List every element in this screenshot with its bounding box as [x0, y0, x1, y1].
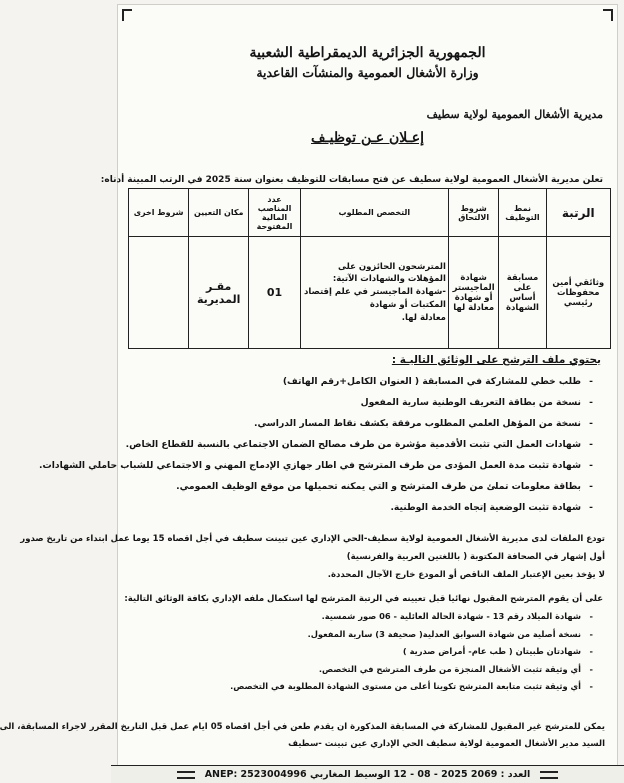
positions-table — [128, 188, 611, 349]
col-posts-count: عدد المناصب المالية المفتوحة — [249, 189, 301, 237]
list-item: - طلب خطي للمشاركة في المسابقة ( العنوان الكامل+رقم الهاتف) — [130, 371, 593, 392]
specialty-line: المترشحون الحائزون على المؤهلات والشهادات الآتية: — [332, 261, 446, 285]
ministry-header: وزارة الأشغال العمومية والمنشآت القاعدية — [256, 65, 479, 80]
list-item: - أي وثيقة تثبت الأشغال المنجزة من طرف المترشح في التخصص. — [130, 661, 593, 679]
cell-posts-count: 01 — [249, 237, 301, 349]
table-row — [129, 237, 611, 349]
col-recruitment-mode: نمط التوظيف — [499, 189, 546, 237]
list-item: - أي وثيقة تثبت متابعة المترشح تكوينا أعلى من مستوى الشهادة المطلوبة في التخصص. — [130, 678, 593, 696]
list-item: - شهادة تثبت مدة العمل المؤدى من طرف المترشح في اطار جهازي الإدماج المهني و الاجتماعي للشباب حاملي الشهادات. — [130, 455, 593, 476]
newspaper-footer — [111, 765, 624, 783]
list-item: - شهادة تثبت الوضعية إتجاه الخدمة الوطنية. — [130, 497, 593, 518]
cell-specialty — [300, 237, 448, 349]
cell-access-conditions: شهادة الماجيستر أو شهادة معادلة لها — [448, 237, 498, 349]
specialty-line: معادلة لها. — [401, 312, 446, 323]
list-item: - نسخة من بطاقة التعريف الوطنية سارية المفعول — [130, 392, 593, 413]
final-docs-title: على أن يقوم المترشح المقبول نهائيا قبل تعيينه في الرتبة المترشح لها استكمال ملفه الإداري بكافة الوثائق التالية: — [124, 594, 603, 604]
list-item: - شهادات العمل التي تثبت الأقدمية مؤشرة من طرف مصالح الضمان الاجتماعي بالنسبة للقطاع الخاص. — [130, 434, 593, 455]
deposit-instructions — [20, 530, 605, 584]
footer-bars-icon — [540, 771, 558, 779]
list-item: - نسخة أصلية من شهادة السوابق العدلية( صحيفة 3) سارية المفعول. — [130, 626, 593, 644]
specialty-line: -شهادة الماجيستر في علم إقتصاد المكتبات أو شهادة — [304, 287, 446, 310]
notice-line: السيد مدير الأشغال العمومية لولاية سطيف الحي الإداري عين تبينت -سطيف — [288, 739, 605, 749]
footer-text: ANEP: 2523004996 العدد : 2069 2025 - 08 - 12 الوسيط المغاربي — [204, 769, 531, 780]
cell-location: مقـر المديرية — [189, 237, 249, 349]
deposit-line: تودع الملفات لدى مديرية الأشغال العمومية لولاية سطيف-الحي الإداري عين تبينت سطيف في أجل اقصاه 15 يوما عمل ابتداء من تاريخ صدور — [20, 534, 605, 544]
cell-recruitment-mode: مسابقة على أساس الشهادة — [499, 237, 546, 349]
list-item: - شهادتان طبيتان ( طب عام- أمراض صدرية ) — [130, 643, 593, 661]
col-other-conditions: شروط اخرى — [129, 189, 189, 237]
col-location: مكان التعيين — [189, 189, 249, 237]
required-docs-list — [39, 371, 593, 518]
docs-section-title: يحتوي ملف الترشح على الوثائق التاليـة : — [391, 354, 601, 366]
deposit-line: أول إشهار في الصحافة المكتوبة ( باللغتين العربية والفرنسية) — [346, 552, 605, 562]
list-item: - نسخة من المؤهل العلمي المطلوب مرفقة بكشف نقاط المسار الدراسي. — [130, 413, 593, 434]
intro-text: تعلن مديرية الأشغال العمومية لولاية سطيف عن فتح مسابقات للتوظيف بعنوان سنة 2025 في الرتب المبينة أدناه: — [100, 175, 603, 185]
final-docs-list — [130, 608, 593, 696]
footer-bars-icon — [177, 771, 195, 779]
table-header-row — [129, 189, 611, 237]
department-name: مديرية الأشغال العمومية لولاية سطيف — [426, 108, 603, 121]
appeal-notice — [0, 719, 605, 753]
col-rank: الرتبة — [546, 189, 610, 237]
col-access-conditions: شروط الالتحاق — [448, 189, 498, 237]
cell-other-conditions — [129, 237, 189, 349]
cell-rank: وثائقي أمين محفوظات رئيسي — [546, 237, 610, 349]
notice-line: يمكن للمترشح غير المقبول للمشاركة في المسابقة المذكورة ان يقدم طعن في أجل اقصاه 05 ايام عمل قبل التاريخ المقرر لاجراء المسابقة، الى — [0, 722, 605, 732]
corner-mark — [603, 9, 613, 21]
announcement-title: إعـلان عـن توظيـف — [311, 130, 424, 146]
list-item: - شهادة الميلاد رقم 13 - شهادة الحالة العائلية - 06 صور شمسية. — [130, 608, 593, 626]
col-specialty: التخصص المطلوب — [300, 189, 448, 237]
corner-mark — [122, 9, 132, 21]
republic-header: الجمهورية الجزائرية الديمقراطية الشعبية — [249, 45, 486, 61]
newspaper-clipping — [0, 4, 618, 779]
list-item: - بطاقة معلومات تملئ من طرف المترشح و التي يمكنه تحميلها من موقع الوظيف العمومي. — [130, 476, 593, 497]
deposit-line: لا يؤخذ بعين الإعتبار الملف الناقص أو المودع خارج الآجال المحددة. — [327, 570, 605, 580]
